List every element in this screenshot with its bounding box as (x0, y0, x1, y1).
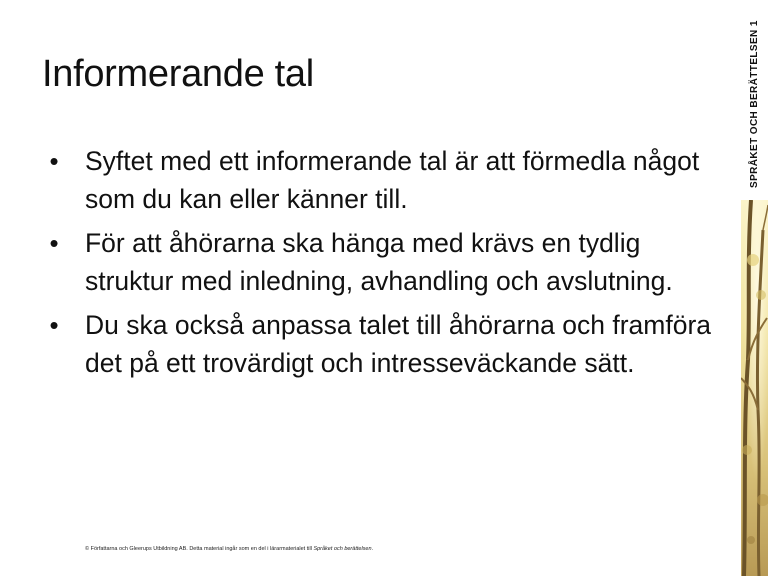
copyright-footer (85, 546, 373, 552)
side-banner-label-wrap (741, 0, 768, 200)
footer-end: . (371, 546, 374, 552)
tree-photo-image (741, 200, 768, 576)
bullet-dot-icon: • (49, 228, 59, 258)
bullet-dot-icon: • (49, 310, 59, 340)
bullet-text: Du ska också anpassa talet till åhörarna och framföra det på ett trovärdigt och intresseväckande sätt. (85, 310, 712, 378)
slide-title: Informerande tal (42, 53, 314, 95)
bullet-text: För att åhörarna ska hänga med krävs en tydlig struktur med inledning, avhandling och avslutning. (85, 228, 673, 296)
bullet-list (44, 142, 724, 388)
bullet-item (44, 142, 724, 218)
footer-text: © Författarna och Gleerups Utbildning AB. Detta material ingår som en del i lärarmaterialet till (85, 546, 314, 552)
side-banner (741, 0, 768, 200)
bullet-text: Syftet med ett informerande tal är att förmedla något som du kan eller känner till. (85, 146, 700, 214)
bullet-item (44, 306, 724, 382)
tree-photo-strip (741, 200, 768, 576)
side-banner-label: SPRÅKET OCH BERÄTTELSEN 1 (749, 20, 760, 188)
footer-book-title: Språket och berättelsen (313, 546, 372, 552)
bullet-item (44, 224, 724, 300)
bullet-dot-icon: • (49, 146, 59, 176)
